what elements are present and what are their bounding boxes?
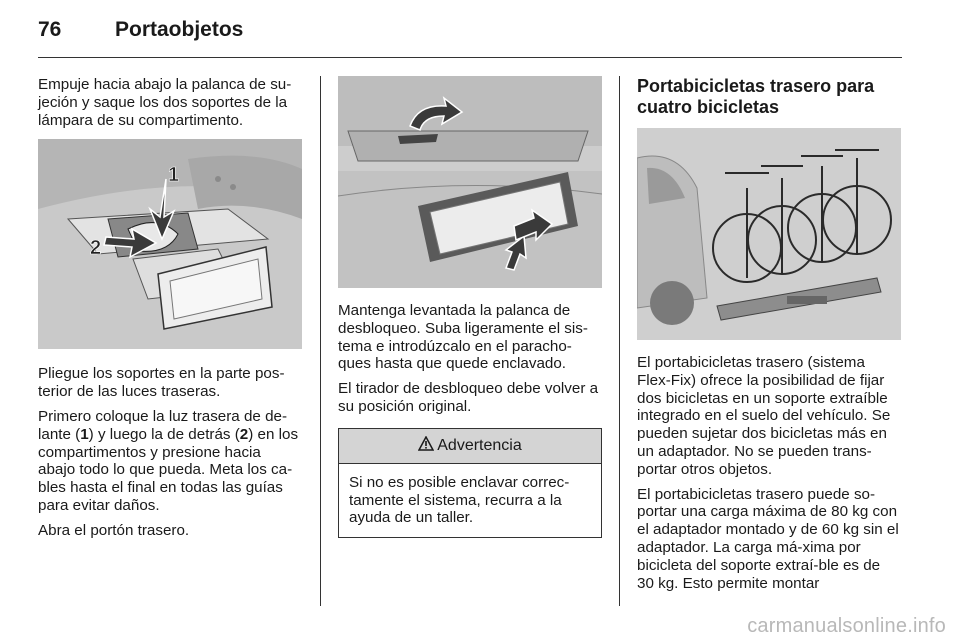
warning-title: Advertencia [437,436,522,454]
column-1 [38,76,302,547]
col1-paragraph-1: Empuje hacia abajo la palanca de su-jeción y saque los dos soportes de la lámpara de su compartimento. [38,76,292,129]
warning-triangle-icon [418,436,434,456]
callout-2: 2 [90,237,102,260]
col2-paragraph-2: El tirador de desbloqueo debe volver a su posición original. [338,380,599,415]
column-divider-2 [619,76,620,606]
header-rule [38,57,902,58]
column-2 [338,76,602,538]
lamp-bracket-figure [38,139,302,349]
col2-paragraph-1: Mantenga levantada la palanca de desbloqueo. Suba ligeramente el sis-tema e introdúzcalo en el paracho-ques hasta que quede enclavado. [338,302,588,373]
warning-text: Si no es posible enclavar correc-tamente el sistema, recurra a la ayuda de un taller. [349,473,570,527]
col1-paragraph-4: Abra el portón trasero. [38,521,190,539]
bike-carrier-figure [637,128,901,340]
col1-paragraph-3: Primero coloque la luz trasera de de-lante (1) y luego la de detrás (2) en los compartimentos y presione hacia abajo todo lo que pueda. Meta los ca-bles hasta el final en todas las guías para evitar daños. [38,407,299,514]
tailgate-illustration [338,76,602,288]
tailgate-figure [338,76,602,288]
site-watermark: carmanualsonline.info [747,615,946,637]
col3-paragraph-1: El portabicicletas trasero (sistema Flex-Fix) ofrece la posibilidad de fijar dos bicicletas en un soporte extraíble integrado en el suelo del vehículo. Se pueden sujetar dos bicicletas más en un adaptador. No se pueden trans-portar otros objetos. [637,354,891,478]
column-divider-1 [320,76,321,606]
col3-paragraph-2: El portabicicletas trasero puede so-portar una carga máxima de 80 kg con el adaptador montado y de 60 kg sin el adaptador. La carga má-xima por bicicleta del soporte extraí-ble es de 30 kg. Esto permite montar [637,485,899,592]
warning-header [339,429,601,464]
page-number: 76 [38,18,62,41]
col1-paragraph-2: Pliegue los soportes en la parte pos-terior de las luces traseras. [38,365,285,401]
bike-carrier-illustration [637,128,901,340]
warning-body [339,464,601,537]
callout-1: 1 [168,164,180,187]
section-heading: Portabicicletas trasero para cuatro bicicletas [637,76,875,117]
lamp-bracket-illustration [38,139,302,349]
warning-box [338,428,602,538]
page-title: Portaobjetos [115,18,244,41]
column-3 [637,76,901,599]
